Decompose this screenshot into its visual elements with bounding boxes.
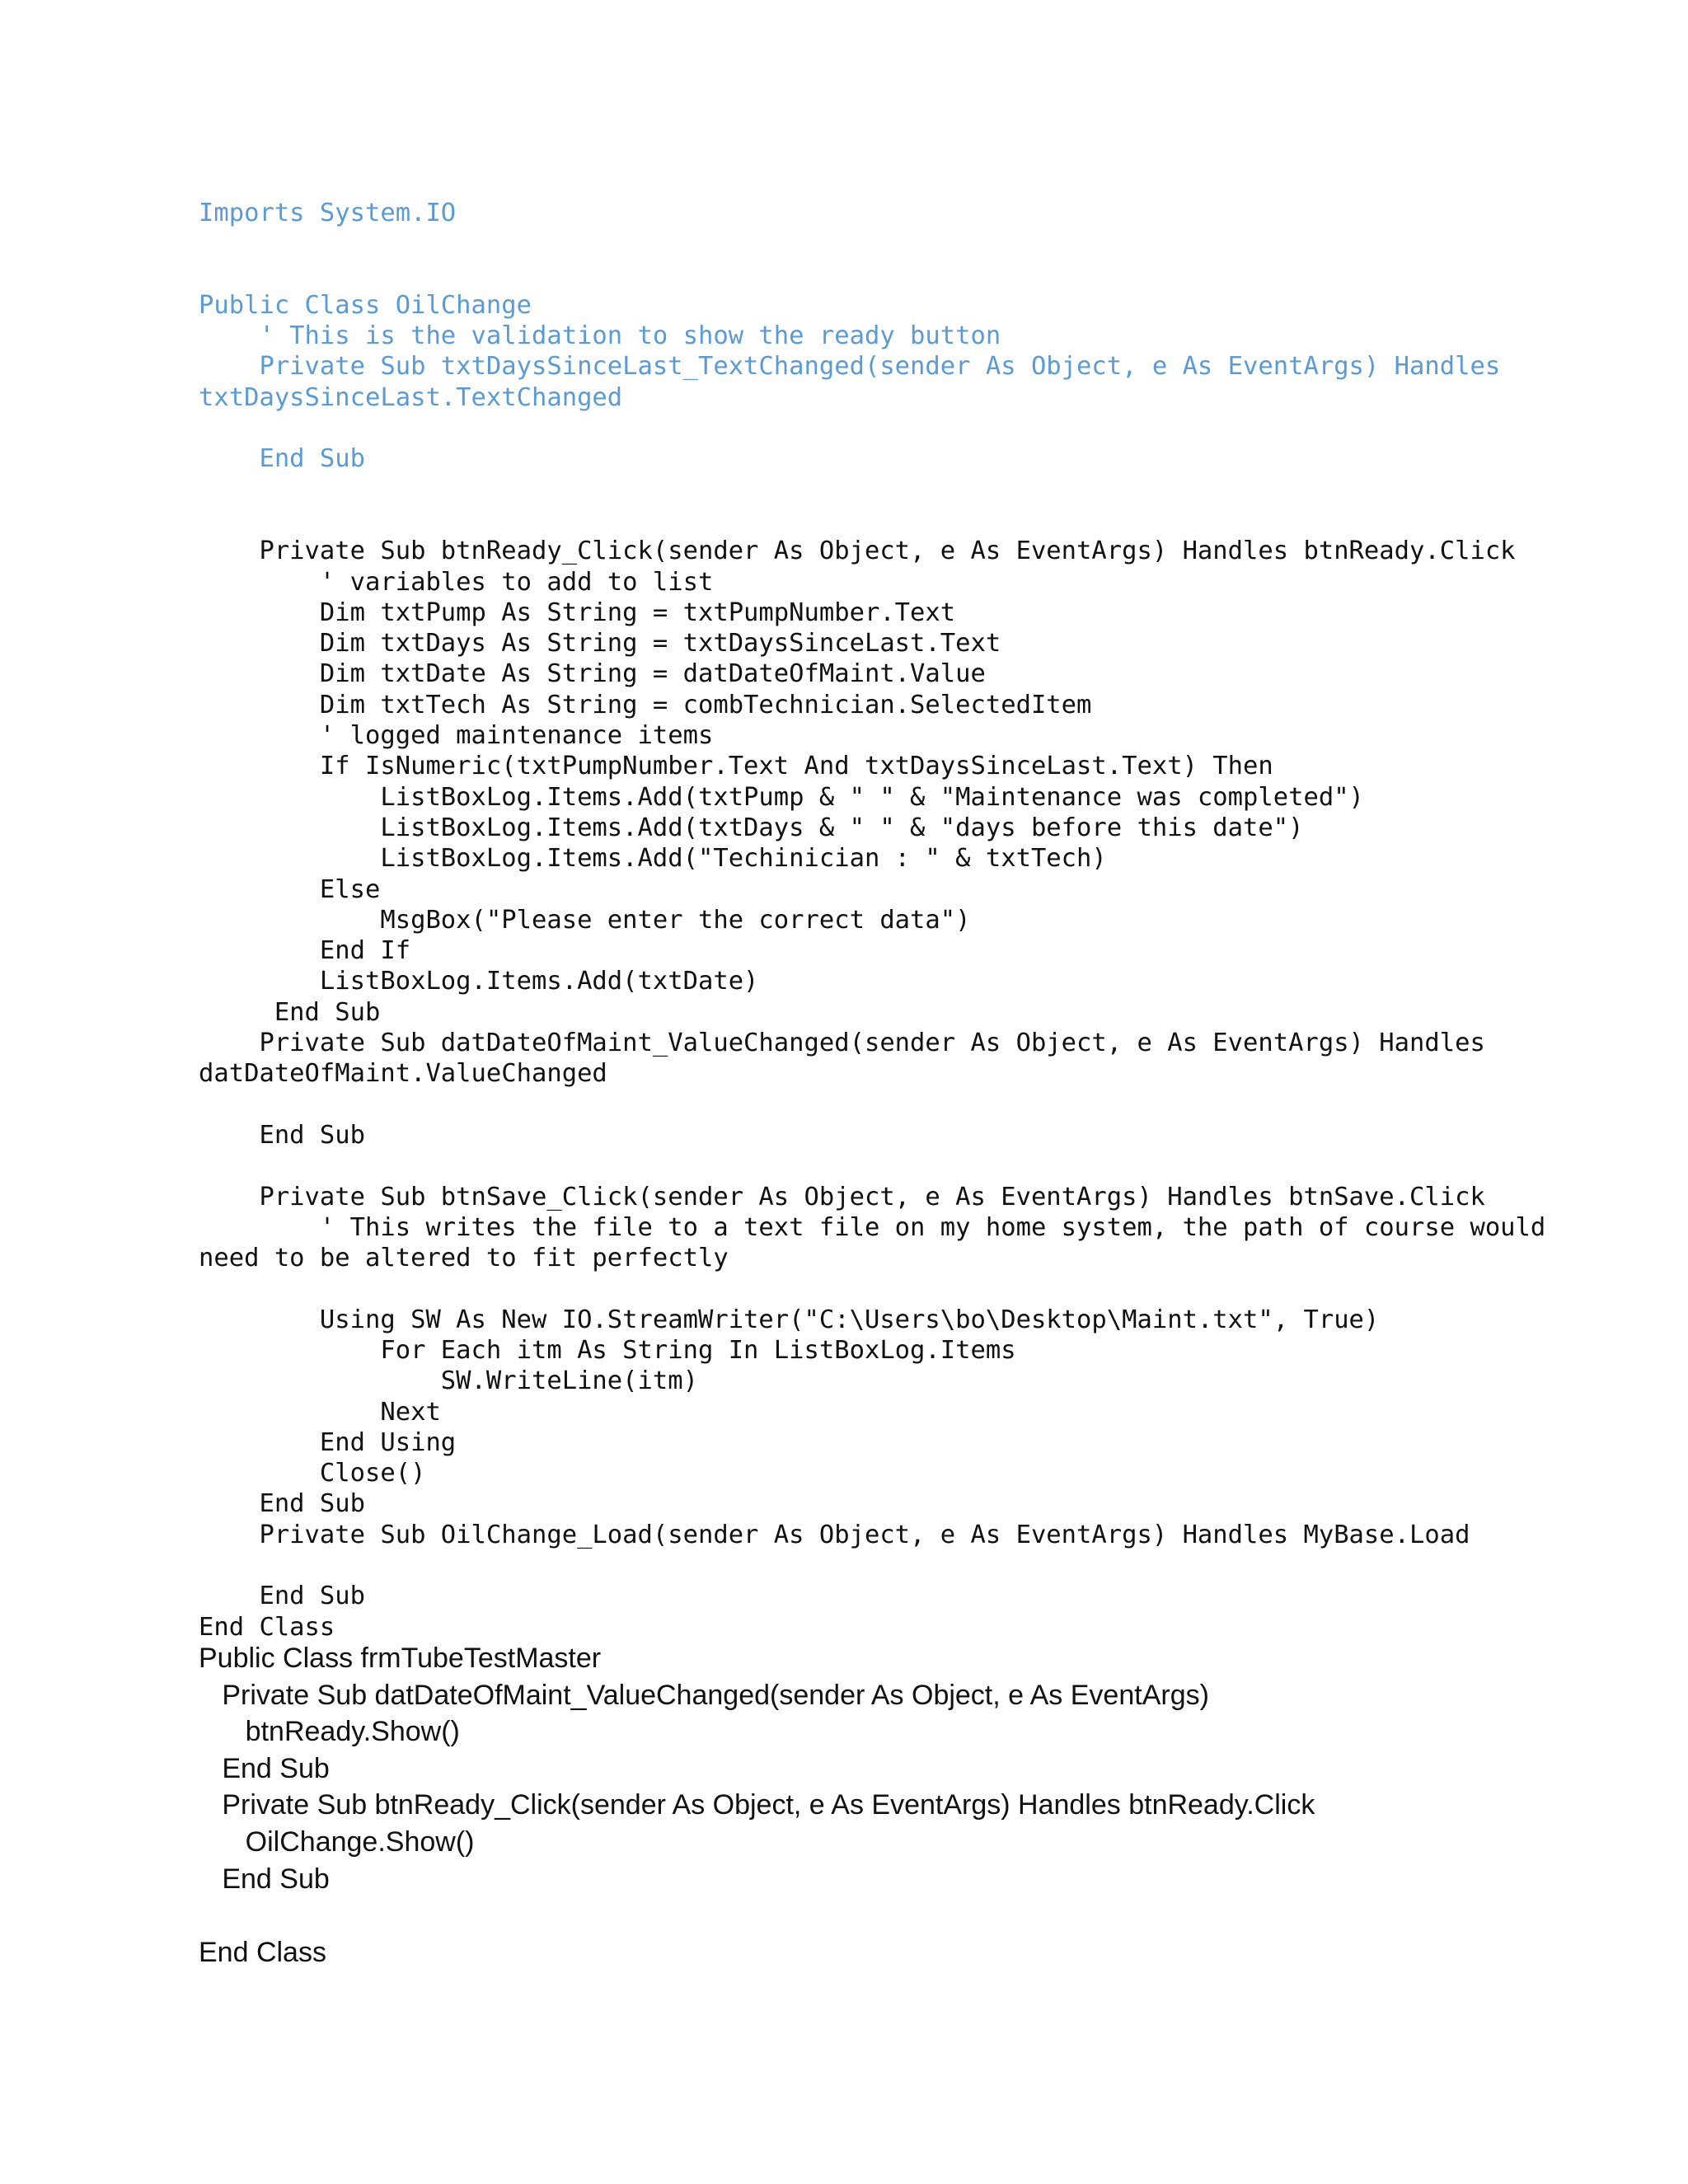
code-line xyxy=(199,1090,1545,1120)
prose-code-line: Private Sub datDateOfMaint_ValueChanged(sender As Object, e As EventArgs) xyxy=(199,1679,1209,1711)
code-line: Imports System.IO xyxy=(199,199,457,227)
code-line: MsgBox("Please enter the correct data") xyxy=(199,905,971,935)
code-line: Dim txtTech As String = combTechnician.SelectedItem xyxy=(199,690,1092,719)
code-line xyxy=(199,475,1545,505)
code-line: Private Sub txtDaysSinceLast_TextChanged(sender As Object, e As EventArgs) Handles xyxy=(199,352,1501,382)
code-line xyxy=(199,1273,1545,1304)
prose-code-line: End Sub xyxy=(199,1752,330,1784)
code-line: Private Sub OilChange_Load(sender As Object, e As EventArgs) Handles MyBase.Load xyxy=(199,1520,1470,1549)
code-line: End Using xyxy=(199,1427,457,1457)
code-line xyxy=(199,260,1545,290)
code-line: End Sub xyxy=(199,444,365,474)
code-line: Using SW As New IO.StreamWriter("C:\Users\bo\Desktop\Maint.txt", True) xyxy=(199,1305,1380,1334)
code-line: If IsNumeric(txtPumpNumber.Text And txtDaysSinceLast.Text) Then xyxy=(199,752,1273,781)
code-line: SW.WriteLine(itm) xyxy=(199,1366,698,1396)
code-line: txtDaysSinceLast.TextChanged xyxy=(199,382,623,412)
code-line: ' logged maintenance items xyxy=(199,721,714,751)
code-line: End Sub xyxy=(199,1120,365,1150)
code-line: ' variables to add to list xyxy=(199,567,714,597)
code-line xyxy=(199,505,1545,536)
code-line: End If xyxy=(199,936,411,966)
prose-code-line: Private Sub btnReady_Click(sender As Object, e As EventArgs) Handles btnReady.Click xyxy=(199,1789,1315,1821)
prose-code-line: Public Class frmTubeTestMaster xyxy=(199,1643,602,1674)
code-line: End Sub xyxy=(199,997,381,1027)
code-line xyxy=(199,1151,1545,1181)
code-line: ' This is the validation to show the ready button xyxy=(199,321,1001,351)
code-block-frmtubetestmaster xyxy=(199,1640,1315,1971)
code-line: ListBoxLog.Items.Add(txtDays & " " & "days before this date") xyxy=(199,813,1304,842)
code-line: End Class xyxy=(199,1612,335,1642)
prose-code-line: OilChange.Show() xyxy=(199,1825,475,1858)
code-line: Close() xyxy=(199,1459,426,1488)
code-line xyxy=(199,1550,1545,1581)
code-line: Dim txtDays As String = txtDaysSinceLast.Text xyxy=(199,629,1001,658)
code-line: Dim txtPump As String = txtPumpNumber.Text xyxy=(199,598,956,627)
code-line xyxy=(199,228,1545,259)
prose-code-line: End Sub xyxy=(199,1863,330,1895)
code-line: ListBoxLog.Items.Add("Techinician : " & txtTech) xyxy=(199,844,1107,874)
prose-code-line: End Class xyxy=(199,1936,326,1968)
code-line: For Each itm As String In ListBoxLog.Items xyxy=(199,1335,1016,1365)
code-line: Else xyxy=(199,874,381,904)
code-line: Next xyxy=(199,1397,441,1427)
code-line: End Sub xyxy=(199,1582,365,1611)
code-line: Private Sub btnReady_Click(sender As Object, e As EventArgs) Handles btnReady.Click xyxy=(199,537,1516,566)
code-line: ' This writes the file to a text file on my home system, the path of course would xyxy=(199,1212,1546,1242)
code-line: Dim txtDate As String = datDateOfMaint.Value xyxy=(199,659,986,689)
code-line: End Sub xyxy=(199,1489,365,1519)
code-line xyxy=(199,413,1545,443)
prose-code-line xyxy=(199,1897,1315,1934)
code-line: ListBoxLog.Items.Add(txtDate) xyxy=(199,967,759,996)
code-line: Private Sub datDateOfMaint_ValueChanged(sender As Object, e As EventArgs) Handles xyxy=(199,1029,1485,1058)
prose-code-line: btnReady.Show() xyxy=(199,1716,460,1748)
code-line: ListBoxLog.Items.Add(txtPump & " " & "Maintenance was completed") xyxy=(199,782,1364,812)
code-line: need to be altered to fit perfectly xyxy=(199,1244,729,1273)
code-line: Public Class OilChange xyxy=(199,290,532,320)
code-block-oilchange xyxy=(199,198,1545,1643)
code-line: datDateOfMaint.ValueChanged xyxy=(199,1059,607,1089)
code-line: Private Sub btnSave_Click(sender As Object, e As EventArgs) Handles btnSave.Click xyxy=(199,1182,1485,1212)
